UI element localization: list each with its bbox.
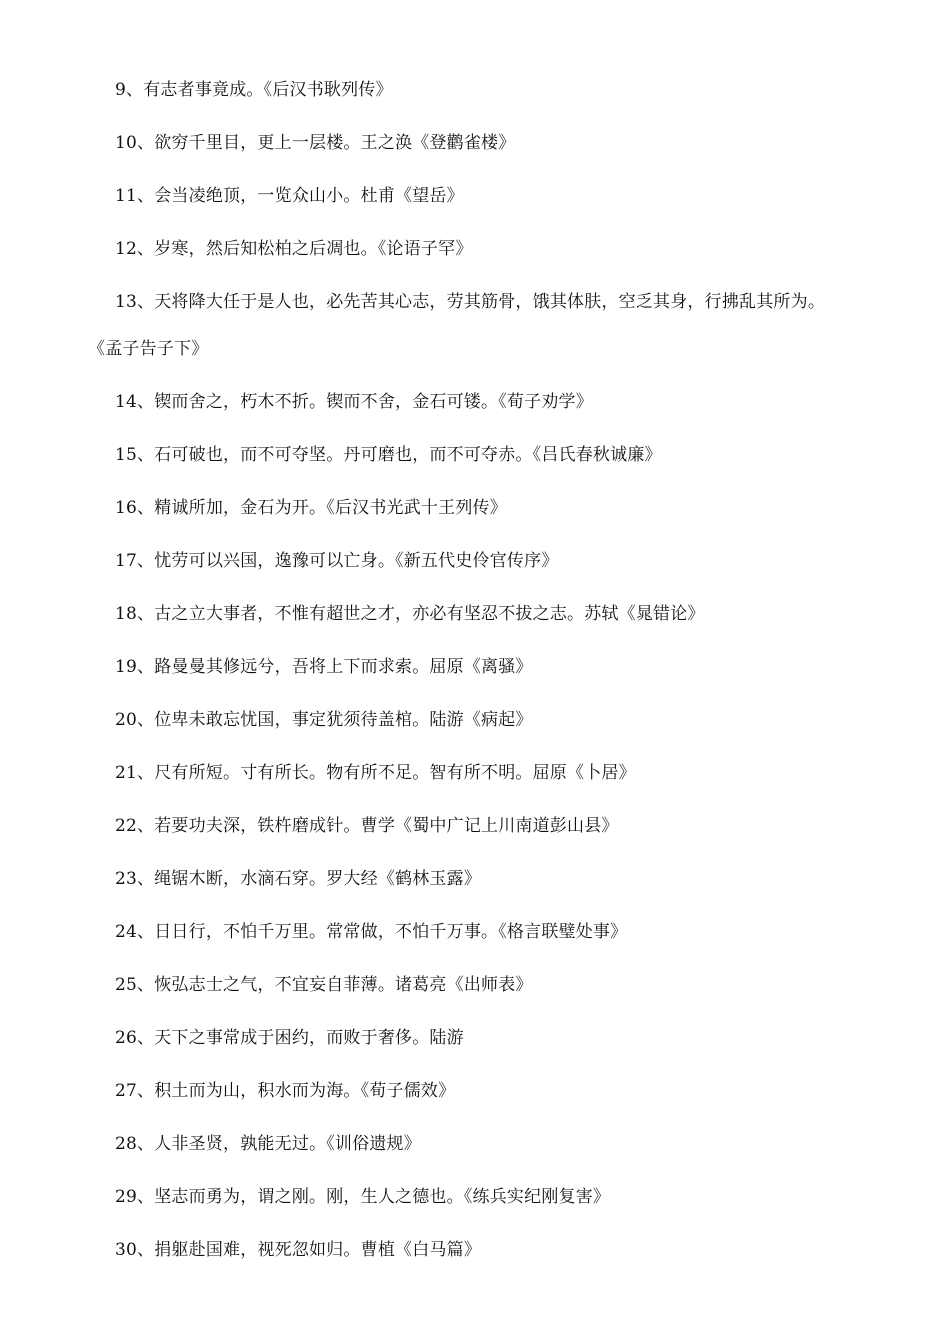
item-text: 路曼曼其修远兮，吾将上下而求索。屈原《离骚》 <box>154 657 533 677</box>
list-item <box>88 761 858 786</box>
item-number: 21、 <box>115 763 155 783</box>
item-number: 26、 <box>115 1028 155 1048</box>
list-item <box>88 390 858 415</box>
item-source: 《孟子告子下》 <box>88 339 209 359</box>
list-item <box>88 1132 858 1157</box>
item-text: 忧劳可以兴国，逸豫可以亡身。《新五代史伶官传序》 <box>154 551 559 571</box>
item-text: 石可破也，而不可夺坚。丹可磨也，而不可夺赤。《吕氏春秋诚廉》 <box>154 445 662 465</box>
list-item <box>88 1079 858 1104</box>
item-number: 28、 <box>115 1134 155 1154</box>
item-text: 欲穷千里目，更上一层楼。王之涣《登鹳雀楼》 <box>154 133 516 153</box>
item-number: 14、 <box>115 392 155 412</box>
item-text: 会当凌绝顶，一览众山小。杜甫《望岳》 <box>154 186 464 206</box>
item-number: 16、 <box>115 498 155 518</box>
item-text: 天将降大任于是人也，必先苦其心志，劳其筋骨，饿其体肤，空乏其身，行拂乱其所为。 <box>154 292 826 312</box>
item-number: 29、 <box>115 1187 155 1207</box>
quote-list <box>88 78 858 1291</box>
item-number: 9、 <box>115 80 144 100</box>
item-text: 古之立大事者，不惟有超世之才，亦必有坚忍不拔之志。苏轼《晁错论》 <box>154 604 705 624</box>
list-item <box>88 655 858 680</box>
list-item <box>88 814 858 839</box>
item-number: 20、 <box>115 710 155 730</box>
list-item <box>88 1026 858 1051</box>
list-item <box>88 708 858 733</box>
item-text: 若要功夫深，铁杵磨成针。曹学《蜀中广记上川南道彭山县》 <box>154 816 619 836</box>
list-item <box>88 496 858 521</box>
item-text: 日日行，不怕千万里。常常做，不怕千万事。《格言联璧处事》 <box>154 922 628 942</box>
item-text: 坚志而勇为，谓之刚。刚，生人之德也。《练兵实纪刚复害》 <box>154 1187 611 1207</box>
list-item <box>88 1185 858 1210</box>
item-text: 恢弘志士之气，不宜妄自菲薄。诸葛亮《出师表》 <box>154 975 533 995</box>
list-item <box>88 184 858 209</box>
item-number: 25、 <box>115 975 155 995</box>
item-text: 精诚所加，金石为开。《后汉书光武十王列传》 <box>154 498 507 518</box>
item-number: 24、 <box>115 922 155 942</box>
list-item <box>88 549 858 574</box>
item-number: 15、 <box>115 445 155 465</box>
item-text: 有志者事竟成。《后汉书耿列传》 <box>143 80 393 100</box>
list-item <box>88 131 858 156</box>
item-number: 23、 <box>115 869 155 889</box>
list-item <box>88 237 858 262</box>
item-number: 27、 <box>115 1081 155 1101</box>
list-item <box>88 290 858 362</box>
item-number: 11、 <box>115 186 155 206</box>
item-text: 绳锯木断，水滴石穿。罗大经《鹤林玉露》 <box>154 869 482 889</box>
item-text: 锲而舍之，朽木不折。锲而不舍，金石可镂。《荀子劝学》 <box>154 392 593 412</box>
item-text: 积土而为山，积水而为海。《荀子儒效》 <box>154 1081 456 1101</box>
list-item <box>88 973 858 998</box>
item-text: 捐躯赴国难，视死忽如归。曹植《白马篇》 <box>154 1240 482 1260</box>
list-item <box>88 443 858 468</box>
item-number: 22、 <box>115 816 155 836</box>
item-text: 人非圣贤，孰能无过。《训俗遗规》 <box>154 1134 421 1154</box>
item-number: 10、 <box>115 133 155 153</box>
list-item <box>88 1238 858 1263</box>
item-number: 13、 <box>115 292 155 312</box>
item-number: 17、 <box>115 551 155 571</box>
item-number: 12、 <box>115 239 155 259</box>
list-item <box>88 867 858 892</box>
item-text: 天下之事常成于困约，而败于奢侈。陆游 <box>154 1028 464 1048</box>
list-item <box>88 602 858 627</box>
item-number: 18、 <box>115 604 155 624</box>
list-item <box>88 920 858 945</box>
list-item <box>88 78 858 103</box>
item-text: 位卑未敢忘忧国，事定犹须待盖棺。陆游《病起》 <box>154 710 533 730</box>
item-text: 岁寒，然后知松柏之后凋也。《论语子罕》 <box>154 239 473 259</box>
item-text: 尺有所短。寸有所长。物有所不足。智有所不明。屈原《卜居》 <box>154 763 636 783</box>
item-number: 19、 <box>115 657 155 677</box>
item-number: 30、 <box>115 1240 155 1260</box>
